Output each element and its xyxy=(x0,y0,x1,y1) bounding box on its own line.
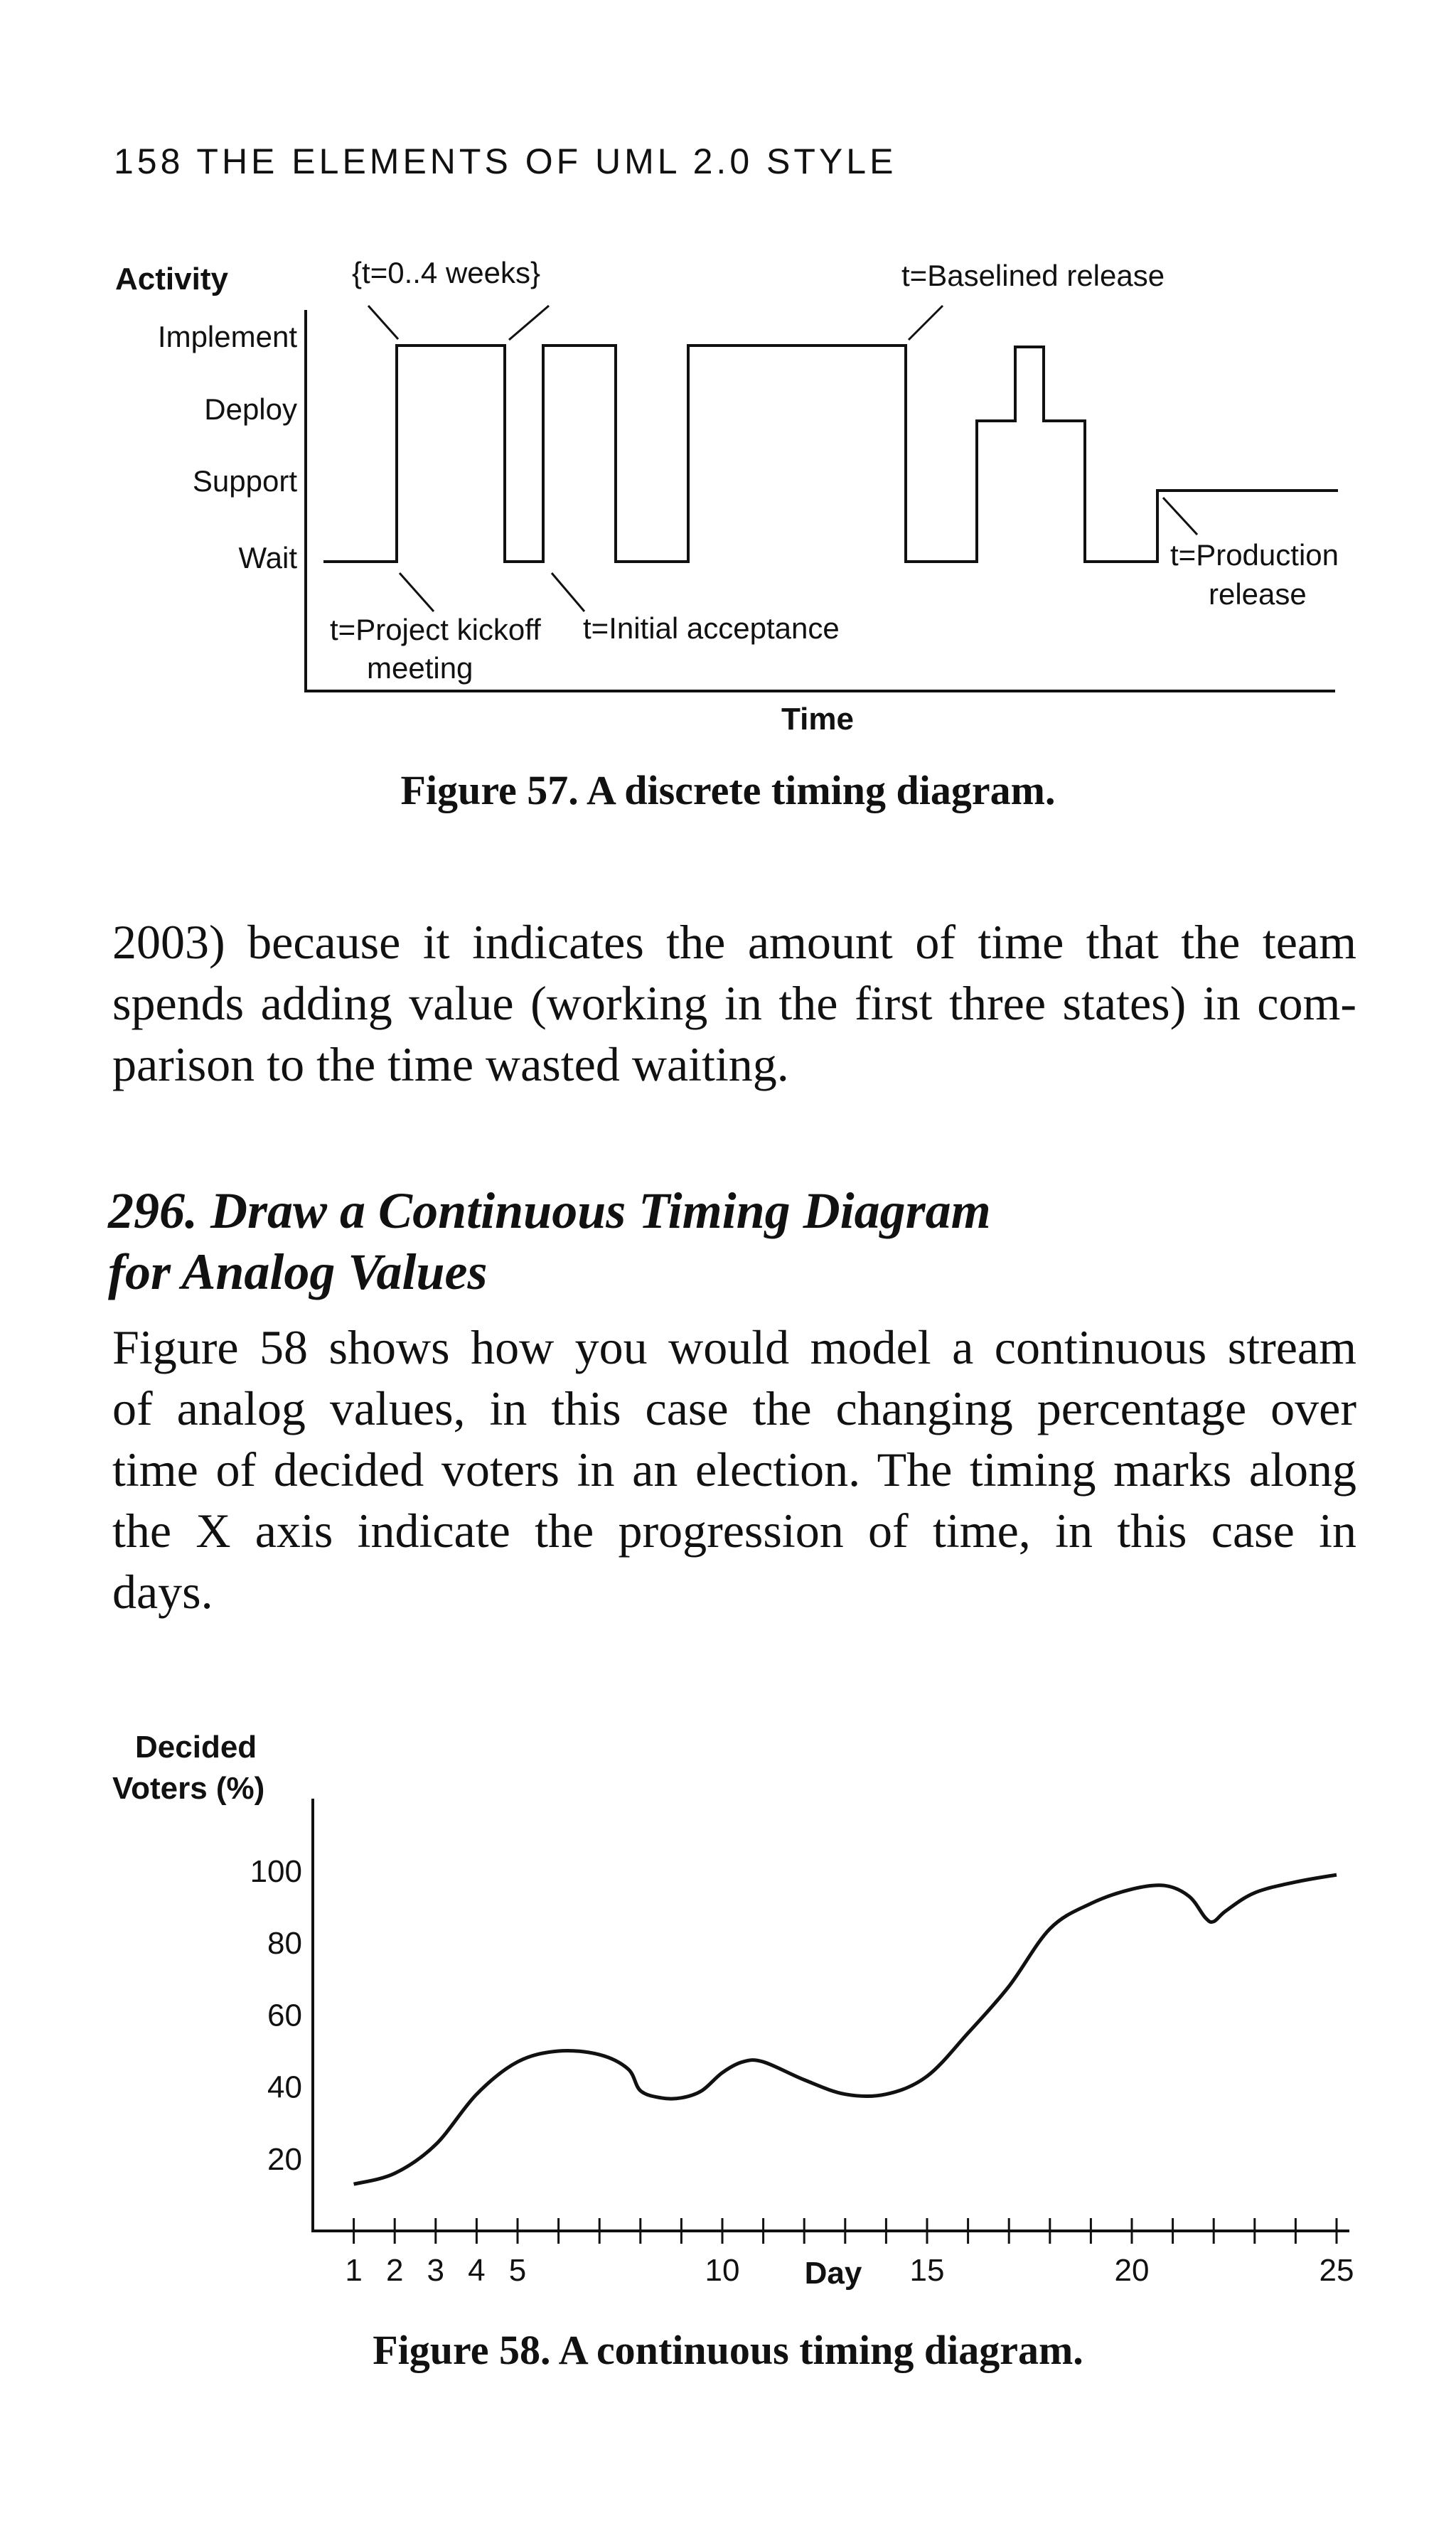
paragraph-line: of analog values, in this case the changing percentage over xyxy=(112,1381,1356,1435)
y-tick-label: 20 xyxy=(267,2141,302,2177)
y-tick-label: 80 xyxy=(267,1926,302,1961)
body-paragraph-2 xyxy=(112,1317,1356,1622)
x-tick-label: 10 xyxy=(705,2253,740,2288)
x-tick-label: 5 xyxy=(508,2253,527,2288)
x-tick-label: 1 xyxy=(345,2253,363,2288)
annotation-leaders xyxy=(368,306,1197,611)
running-head: 158 THE ELEMENTS OF UML 2.0 STYLE xyxy=(114,141,897,181)
figure-58-caption: Figure 58. A continuous timing diagram. xyxy=(373,2327,1083,2373)
y-tick-label: 40 xyxy=(267,2070,302,2105)
paragraph-line: Figure 58 shows how you would model a continuous stream xyxy=(112,1320,1356,1374)
section-heading-line: 296. Draw a Continuous Timing Diagram xyxy=(108,1182,991,1239)
x-tick-label: 25 xyxy=(1319,2253,1354,2288)
x-tick-label: 15 xyxy=(909,2253,945,2288)
kickoff-annotation-line1: t=Project kickoff xyxy=(330,613,541,646)
state-waveform xyxy=(323,346,1338,562)
state-label-deploy: Deploy xyxy=(204,392,297,426)
kickoff-annotation-line2: meeting xyxy=(367,651,473,685)
y-tick-label: 100 xyxy=(250,1854,302,1889)
y-tick-label: 60 xyxy=(267,1998,302,2033)
y-axis-title-line1: Decided xyxy=(135,1730,257,1765)
x-tick-label: 20 xyxy=(1114,2253,1150,2288)
y-tick-labels xyxy=(250,1854,302,2177)
duration-annotation: {t=0..4 weeks} xyxy=(352,256,541,289)
chart-axes xyxy=(311,1799,1349,2232)
x-tick-label: 3 xyxy=(427,2253,445,2288)
initial-acceptance-annotation: t=Initial acceptance xyxy=(583,611,840,645)
x-tick-label: 2 xyxy=(385,2253,404,2288)
body-paragraph-1 xyxy=(112,911,1356,1095)
x-axis-title: Day xyxy=(804,2256,862,2291)
decided-voters-line xyxy=(354,1875,1337,2184)
figure-57-caption: Figure 57. A discrete timing diagram. xyxy=(400,767,1056,813)
baselined-release-annotation: t=Baselined release xyxy=(901,259,1165,292)
production-annotation-line2: release xyxy=(1209,577,1307,611)
activity-axis-title: Activity xyxy=(115,262,228,296)
paragraph-line: 2003) because it indicates the amount of time that the team xyxy=(112,915,1356,969)
discrete-timing-diagram xyxy=(107,249,1386,761)
x-tick-label: 4 xyxy=(468,2253,486,2288)
section-heading xyxy=(108,1180,991,1302)
time-axis-title: Time xyxy=(781,702,854,737)
state-label-implement: Implement xyxy=(157,320,297,353)
paragraph-line: time of decided voters in an election. The timing marks along xyxy=(112,1442,1356,1497)
paragraph-line: spends adding value (working in the first three states) in com- xyxy=(112,976,1356,1030)
series-line-group xyxy=(354,1875,1337,2184)
section-heading-line: for Analog Values xyxy=(108,1243,488,1300)
continuous-timing-chart xyxy=(107,1720,1386,2303)
production-annotation-line1: t=Production xyxy=(1170,538,1339,572)
y-axis-title-line2: Voters (%) xyxy=(112,1771,265,1806)
state-label-support: Support xyxy=(192,464,297,498)
paragraph-line: the X axis indicate the progression of time, in this case in xyxy=(112,1504,1356,1558)
paragraph-line: parison to the time wasted waiting. xyxy=(112,1037,789,1091)
paragraph-line: days. xyxy=(112,1565,213,1619)
state-label-wait: Wait xyxy=(238,541,297,574)
